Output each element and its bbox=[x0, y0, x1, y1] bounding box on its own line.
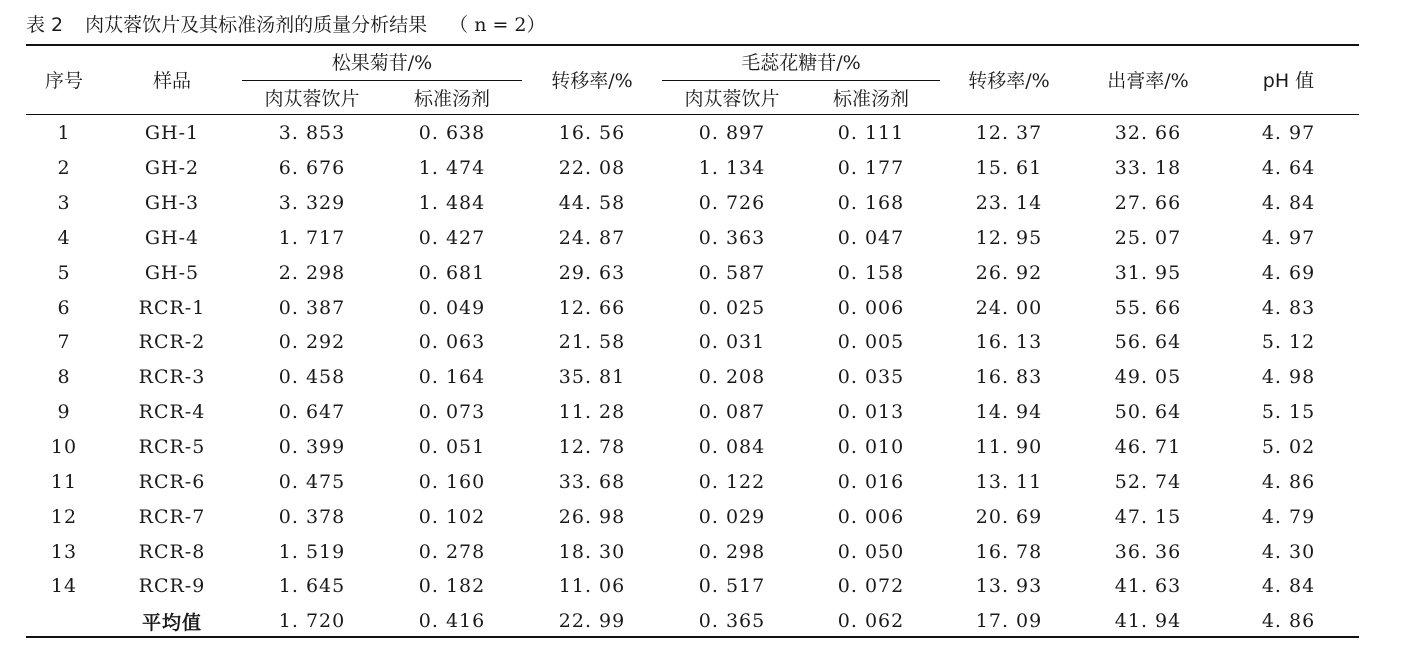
value-cell: 4. 98 bbox=[1261, 366, 1316, 389]
value-cell: 4. 83 bbox=[1261, 296, 1316, 319]
row-index-cell: 9 bbox=[57, 401, 71, 424]
value-cell: 18. 30 bbox=[558, 540, 626, 563]
header-transfer1 bbox=[522, 69, 662, 93]
value-cell: 12. 95 bbox=[975, 226, 1043, 249]
header-transfer2-name: 转移率 bbox=[968, 70, 1026, 92]
header-group2-sub1: 肉苁蓉饮片 bbox=[684, 88, 780, 110]
sample-cell: GH-3 bbox=[144, 192, 200, 215]
table-row bbox=[26, 430, 1359, 465]
value-cell: 32. 66 bbox=[1114, 122, 1182, 145]
value-cell: 20. 69 bbox=[975, 505, 1043, 528]
average-row bbox=[26, 604, 1359, 639]
sample-cell: GH-5 bbox=[144, 261, 200, 284]
value-cell: 26. 98 bbox=[558, 505, 626, 528]
average-value-cell: 0. 416 bbox=[418, 610, 486, 633]
value-cell: 29. 63 bbox=[558, 261, 626, 284]
value-cell: 4. 84 bbox=[1261, 192, 1316, 215]
row-index-cell: 11 bbox=[50, 470, 78, 493]
table-row bbox=[26, 534, 1359, 569]
value-cell: 0. 475 bbox=[278, 470, 346, 493]
table-row bbox=[26, 186, 1359, 221]
row-index-cell: 4 bbox=[57, 226, 71, 249]
table-row bbox=[26, 255, 1359, 290]
value-cell: 0. 029 bbox=[698, 505, 766, 528]
header-ph: pH 值 bbox=[1262, 70, 1315, 92]
sample-cell: RCR-9 bbox=[138, 575, 206, 598]
value-cell: 16. 56 bbox=[558, 122, 626, 145]
row-index-cell: 1 bbox=[57, 122, 71, 145]
sample-cell: RCR-8 bbox=[138, 540, 206, 563]
value-cell: 0. 158 bbox=[837, 261, 905, 284]
value-cell: 33. 68 bbox=[558, 470, 626, 493]
table-row bbox=[26, 151, 1359, 186]
sample-size-note: （ n = 2） bbox=[449, 14, 546, 36]
sample-cell: RCR-5 bbox=[138, 436, 206, 459]
row-index-cell: 2 bbox=[57, 157, 71, 180]
average-value-cell: 4. 86 bbox=[1261, 610, 1316, 633]
header-group1-sub2: 标准汤剂 bbox=[413, 88, 490, 110]
row-index-cell: 13 bbox=[50, 540, 78, 563]
average-value-cell: 41. 94 bbox=[1114, 610, 1182, 633]
value-cell: 0. 897 bbox=[698, 122, 766, 145]
value-cell: 0. 458 bbox=[278, 366, 346, 389]
sample-cell: RCR-4 bbox=[138, 401, 206, 424]
value-cell: 1. 645 bbox=[278, 575, 346, 598]
value-cell: 47. 15 bbox=[1114, 505, 1182, 528]
value-cell: 12. 37 bbox=[975, 122, 1043, 145]
average-value-cell: 1. 720 bbox=[278, 610, 346, 633]
value-cell: 4. 79 bbox=[1261, 505, 1316, 528]
header-group2-name: 毛蕊花糖苷 bbox=[741, 52, 837, 74]
table-row bbox=[26, 395, 1359, 430]
header-index: 序号 bbox=[44, 70, 83, 92]
value-cell: 55. 66 bbox=[1114, 296, 1182, 319]
value-cell: 0. 517 bbox=[698, 575, 766, 598]
header-transfer1-name: 转移率 bbox=[551, 70, 609, 92]
table-body bbox=[26, 116, 1359, 639]
header-sample: 样品 bbox=[152, 70, 191, 92]
value-cell: 11. 06 bbox=[558, 575, 626, 598]
value-cell: 14. 94 bbox=[975, 401, 1043, 424]
value-cell: 4. 64 bbox=[1261, 157, 1316, 180]
header-group1-unit: /% bbox=[407, 52, 433, 74]
value-cell: 4. 69 bbox=[1261, 261, 1316, 284]
value-cell: 56. 64 bbox=[1114, 331, 1182, 354]
value-cell: 0. 160 bbox=[418, 470, 486, 493]
value-cell: 0. 387 bbox=[278, 296, 346, 319]
header-yield bbox=[1078, 69, 1218, 93]
value-cell: 5. 12 bbox=[1261, 331, 1316, 354]
table-row bbox=[26, 290, 1359, 325]
value-cell: 6. 676 bbox=[278, 157, 346, 180]
value-cell: 12. 66 bbox=[558, 296, 626, 319]
value-cell: 0. 050 bbox=[837, 540, 905, 563]
value-cell: 0. 182 bbox=[418, 575, 486, 598]
average-value-cell: 0. 365 bbox=[698, 610, 766, 633]
value-cell: 0. 363 bbox=[698, 226, 766, 249]
header-group2-unit: /% bbox=[836, 52, 861, 74]
header-group1-sub1: 肉苁蓉饮片 bbox=[264, 88, 360, 110]
table-row bbox=[26, 221, 1359, 256]
table-caption bbox=[26, 10, 546, 37]
value-cell: 0. 010 bbox=[837, 436, 905, 459]
value-cell: 1. 474 bbox=[418, 157, 486, 180]
table-title: 肉苁蓉饮片及其标准汤剂的质量分析结果 bbox=[85, 14, 428, 36]
group1-subrule bbox=[242, 80, 522, 81]
value-cell: 33. 18 bbox=[1114, 157, 1182, 180]
data-table bbox=[26, 116, 1359, 639]
value-cell: 0. 399 bbox=[278, 436, 346, 459]
value-cell: 0. 102 bbox=[418, 505, 486, 528]
value-cell: 0. 031 bbox=[698, 331, 766, 354]
header-yield-name: 出膏率 bbox=[1107, 70, 1165, 92]
value-cell: 0. 013 bbox=[837, 401, 905, 424]
row-index-cell: 14 bbox=[50, 575, 78, 598]
value-cell: 16. 78 bbox=[975, 540, 1043, 563]
table-row bbox=[26, 116, 1359, 151]
value-cell: 0. 084 bbox=[698, 436, 766, 459]
value-cell: 1. 134 bbox=[698, 157, 766, 180]
value-cell: 0. 111 bbox=[837, 122, 905, 145]
header-rule bbox=[26, 114, 1359, 115]
value-cell: 24. 87 bbox=[558, 226, 626, 249]
value-cell: 0. 208 bbox=[698, 366, 766, 389]
header-transfer2-unit: /% bbox=[1025, 70, 1050, 92]
value-cell: 4. 97 bbox=[1261, 226, 1316, 249]
sample-cell: GH-2 bbox=[144, 157, 200, 180]
value-cell: 0. 278 bbox=[418, 540, 486, 563]
value-cell: 2. 298 bbox=[278, 261, 346, 284]
value-cell: 0. 035 bbox=[837, 366, 905, 389]
value-cell: 0. 726 bbox=[698, 192, 766, 215]
value-cell: 26. 92 bbox=[975, 261, 1043, 284]
average-label: 平均值 bbox=[141, 611, 202, 634]
value-cell: 44. 58 bbox=[558, 192, 626, 215]
value-cell: 0. 638 bbox=[418, 122, 486, 145]
value-cell: 1. 484 bbox=[418, 192, 486, 215]
value-cell: 0. 005 bbox=[837, 331, 905, 354]
value-cell: 0. 292 bbox=[278, 331, 346, 354]
header-group2 bbox=[662, 51, 940, 75]
value-cell: 0. 047 bbox=[837, 226, 905, 249]
value-cell: 0. 016 bbox=[837, 470, 905, 493]
value-cell: 0. 122 bbox=[698, 470, 766, 493]
sample-cell: RCR-6 bbox=[138, 470, 206, 493]
value-cell: 25. 07 bbox=[1114, 226, 1182, 249]
table-number: 表 2 bbox=[26, 14, 64, 36]
value-cell: 0. 177 bbox=[837, 157, 905, 180]
table-row bbox=[26, 325, 1359, 360]
sample-cell: RCR-3 bbox=[138, 366, 206, 389]
table-row bbox=[26, 360, 1359, 395]
row-index-cell: 6 bbox=[57, 296, 71, 319]
value-cell: 35. 81 bbox=[558, 366, 626, 389]
value-cell: 50. 64 bbox=[1114, 401, 1182, 424]
group2-subrule bbox=[662, 80, 940, 81]
row-index-cell: 3 bbox=[57, 192, 71, 215]
value-cell: 0. 049 bbox=[418, 296, 486, 319]
value-cell: 4. 97 bbox=[1261, 122, 1316, 145]
value-cell: 1. 717 bbox=[278, 226, 346, 249]
value-cell: 0. 168 bbox=[837, 192, 905, 215]
table-row bbox=[26, 464, 1359, 499]
value-cell: 0. 681 bbox=[418, 261, 486, 284]
header-group1 bbox=[242, 51, 522, 75]
value-cell: 15. 61 bbox=[975, 157, 1043, 180]
value-cell: 0. 073 bbox=[418, 401, 486, 424]
value-cell: 13. 93 bbox=[975, 575, 1043, 598]
value-cell: 0. 051 bbox=[418, 436, 486, 459]
value-cell: 49. 05 bbox=[1114, 366, 1182, 389]
header-group2-sub2: 标准汤剂 bbox=[832, 88, 909, 110]
sample-cell: RCR-7 bbox=[138, 505, 206, 528]
value-cell: 0. 063 bbox=[418, 331, 486, 354]
row-index-cell: 12 bbox=[50, 505, 78, 528]
header-group1-name: 松果菊苷 bbox=[331, 52, 408, 74]
value-cell: 36. 36 bbox=[1114, 540, 1182, 563]
value-cell: 0. 378 bbox=[278, 505, 346, 528]
top-rule bbox=[26, 44, 1359, 46]
value-cell: 22. 08 bbox=[558, 157, 626, 180]
value-cell: 0. 164 bbox=[418, 366, 486, 389]
value-cell: 0. 647 bbox=[278, 401, 346, 424]
value-cell: 16. 13 bbox=[975, 331, 1043, 354]
value-cell: 3. 853 bbox=[278, 122, 346, 145]
value-cell: 0. 006 bbox=[837, 296, 905, 319]
value-cell: 21. 58 bbox=[558, 331, 626, 354]
value-cell: 5. 15 bbox=[1261, 401, 1316, 424]
value-cell: 1. 519 bbox=[278, 540, 346, 563]
header-transfer1-unit: /% bbox=[608, 70, 633, 92]
value-cell: 4. 30 bbox=[1261, 540, 1316, 563]
value-cell: 4. 86 bbox=[1261, 470, 1316, 493]
sample-cell: GH-1 bbox=[144, 122, 200, 145]
value-cell: 11. 90 bbox=[975, 436, 1043, 459]
value-cell: 11. 28 bbox=[558, 401, 626, 424]
header-yield-unit: /% bbox=[1164, 70, 1189, 92]
average-value-cell: 22. 99 bbox=[558, 610, 626, 633]
value-cell: 3. 329 bbox=[278, 192, 346, 215]
average-value-cell: 0. 062 bbox=[837, 610, 905, 633]
value-cell: 52. 74 bbox=[1114, 470, 1182, 493]
value-cell: 31. 95 bbox=[1114, 261, 1182, 284]
value-cell: 13. 11 bbox=[975, 470, 1043, 493]
value-cell: 24. 00 bbox=[975, 296, 1043, 319]
value-cell: 4. 84 bbox=[1261, 575, 1316, 598]
table-row bbox=[26, 499, 1359, 534]
value-cell: 16. 83 bbox=[975, 366, 1043, 389]
header-transfer2 bbox=[940, 69, 1078, 93]
value-cell: 41. 63 bbox=[1114, 575, 1182, 598]
value-cell: 0. 298 bbox=[698, 540, 766, 563]
value-cell: 23. 14 bbox=[975, 192, 1043, 215]
value-cell: 0. 587 bbox=[698, 261, 766, 284]
value-cell: 27. 66 bbox=[1114, 192, 1182, 215]
row-index-cell: 10 bbox=[50, 436, 78, 459]
value-cell: 46. 71 bbox=[1114, 436, 1182, 459]
row-index-cell: 7 bbox=[57, 331, 71, 354]
value-cell: 0. 072 bbox=[837, 575, 905, 598]
sample-cell: RCR-1 bbox=[138, 296, 206, 319]
value-cell: 12. 78 bbox=[558, 436, 626, 459]
value-cell: 0. 006 bbox=[837, 505, 905, 528]
average-value-cell: 17. 09 bbox=[975, 610, 1043, 633]
sample-cell: RCR-2 bbox=[138, 331, 206, 354]
value-cell: 5. 02 bbox=[1261, 436, 1316, 459]
row-index-cell: 5 bbox=[57, 261, 71, 284]
sample-cell: GH-4 bbox=[144, 226, 200, 249]
table-row bbox=[26, 569, 1359, 604]
value-cell: 0. 087 bbox=[698, 401, 766, 424]
value-cell: 0. 427 bbox=[418, 226, 486, 249]
row-index-cell: 8 bbox=[57, 366, 71, 389]
value-cell: 0. 025 bbox=[698, 296, 766, 319]
average-blank-cell bbox=[26, 604, 102, 639]
